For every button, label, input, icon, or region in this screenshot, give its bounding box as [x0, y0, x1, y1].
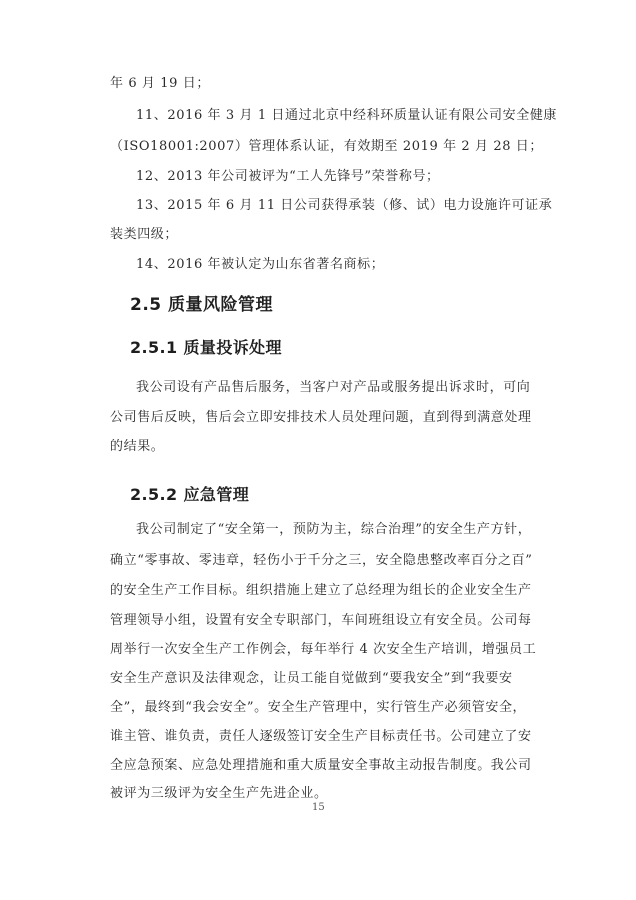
paragraph-line: 安全生产意识及法律观念，让员工能自觉做到“要我安全”到“我要安	[110, 671, 513, 686]
list-item-13-line-1: 13、2015 年 6 月 11 日公司获得承装（修、试）电力设施许可证承	[136, 198, 553, 213]
paragraph-line: 公司售后反映，售后会立即安排技术人员处理问题，直到得到满意处理	[110, 410, 532, 425]
list-item-13-line-2: 装类四级；	[110, 227, 179, 242]
page-number: 15	[312, 802, 325, 813]
paragraph-line: 我公司设有产品售后服务，当客户对产品或服务提出诉求时，可向	[136, 380, 531, 395]
paragraph-line: 确立“零事故、零违章，轻伤小于千分之三，安全隐患整改率百分之百”	[110, 553, 533, 568]
list-item-continuation: 年 6 月 19 日；	[110, 76, 210, 91]
paragraph-line: 全应急预案、应急处理措施和重大质量安全事故主动报告制度。我公司	[110, 758, 532, 773]
list-item-11-line-1: 11、2016 年 3 月 1 日通过北京中经科环质量认证有限公司安全健康	[136, 108, 558, 123]
paragraph-line: 周举行一次安全生产工作例会，每年举行 4 次安全生产培训，增强员工	[110, 642, 537, 657]
paragraph-line: 的结果。	[110, 439, 165, 454]
paragraph-line: 管理领导小组，设置有安全专职部门，车间班组设立有安全员。公司每	[110, 613, 532, 628]
paragraph-line: 的安全生产工作目标。组织措施上建立了总经理为组长的企业安全生产	[110, 583, 532, 598]
list-item-11-line-2: （ISO18001:2007）管理体系认证，有效期至 2019 年 2 月 28 日；	[110, 139, 544, 154]
list-item-12: 12、2013 年公司被评为“工人先锋号”荣誉称号；	[136, 169, 440, 184]
paragraph-line: 全”，最终到“我会安全”。安全生产管理中，实行管生产必须管安全，	[110, 700, 527, 715]
section-heading-2-5-1: 2.5.1 质量投诉处理	[130, 338, 282, 357]
section-heading-2-5-2: 2.5.2 应急管理	[130, 485, 250, 504]
list-item-14: 14、2016 年被认定为山东省著名商标；	[136, 257, 385, 272]
paragraph-line: 被评为三级评为安全生产先进企业。	[110, 786, 328, 801]
paragraph-line: 谁主管、谁负责，责任人逐级签订安全生产目标责任书。公司建立了安	[110, 729, 532, 744]
paragraph-line: 我公司制定了“安全第一，预防为主，综合治理”的安全生产方针，	[136, 522, 532, 537]
section-heading-2-5: 2.5 质量风险管理	[130, 295, 274, 315]
